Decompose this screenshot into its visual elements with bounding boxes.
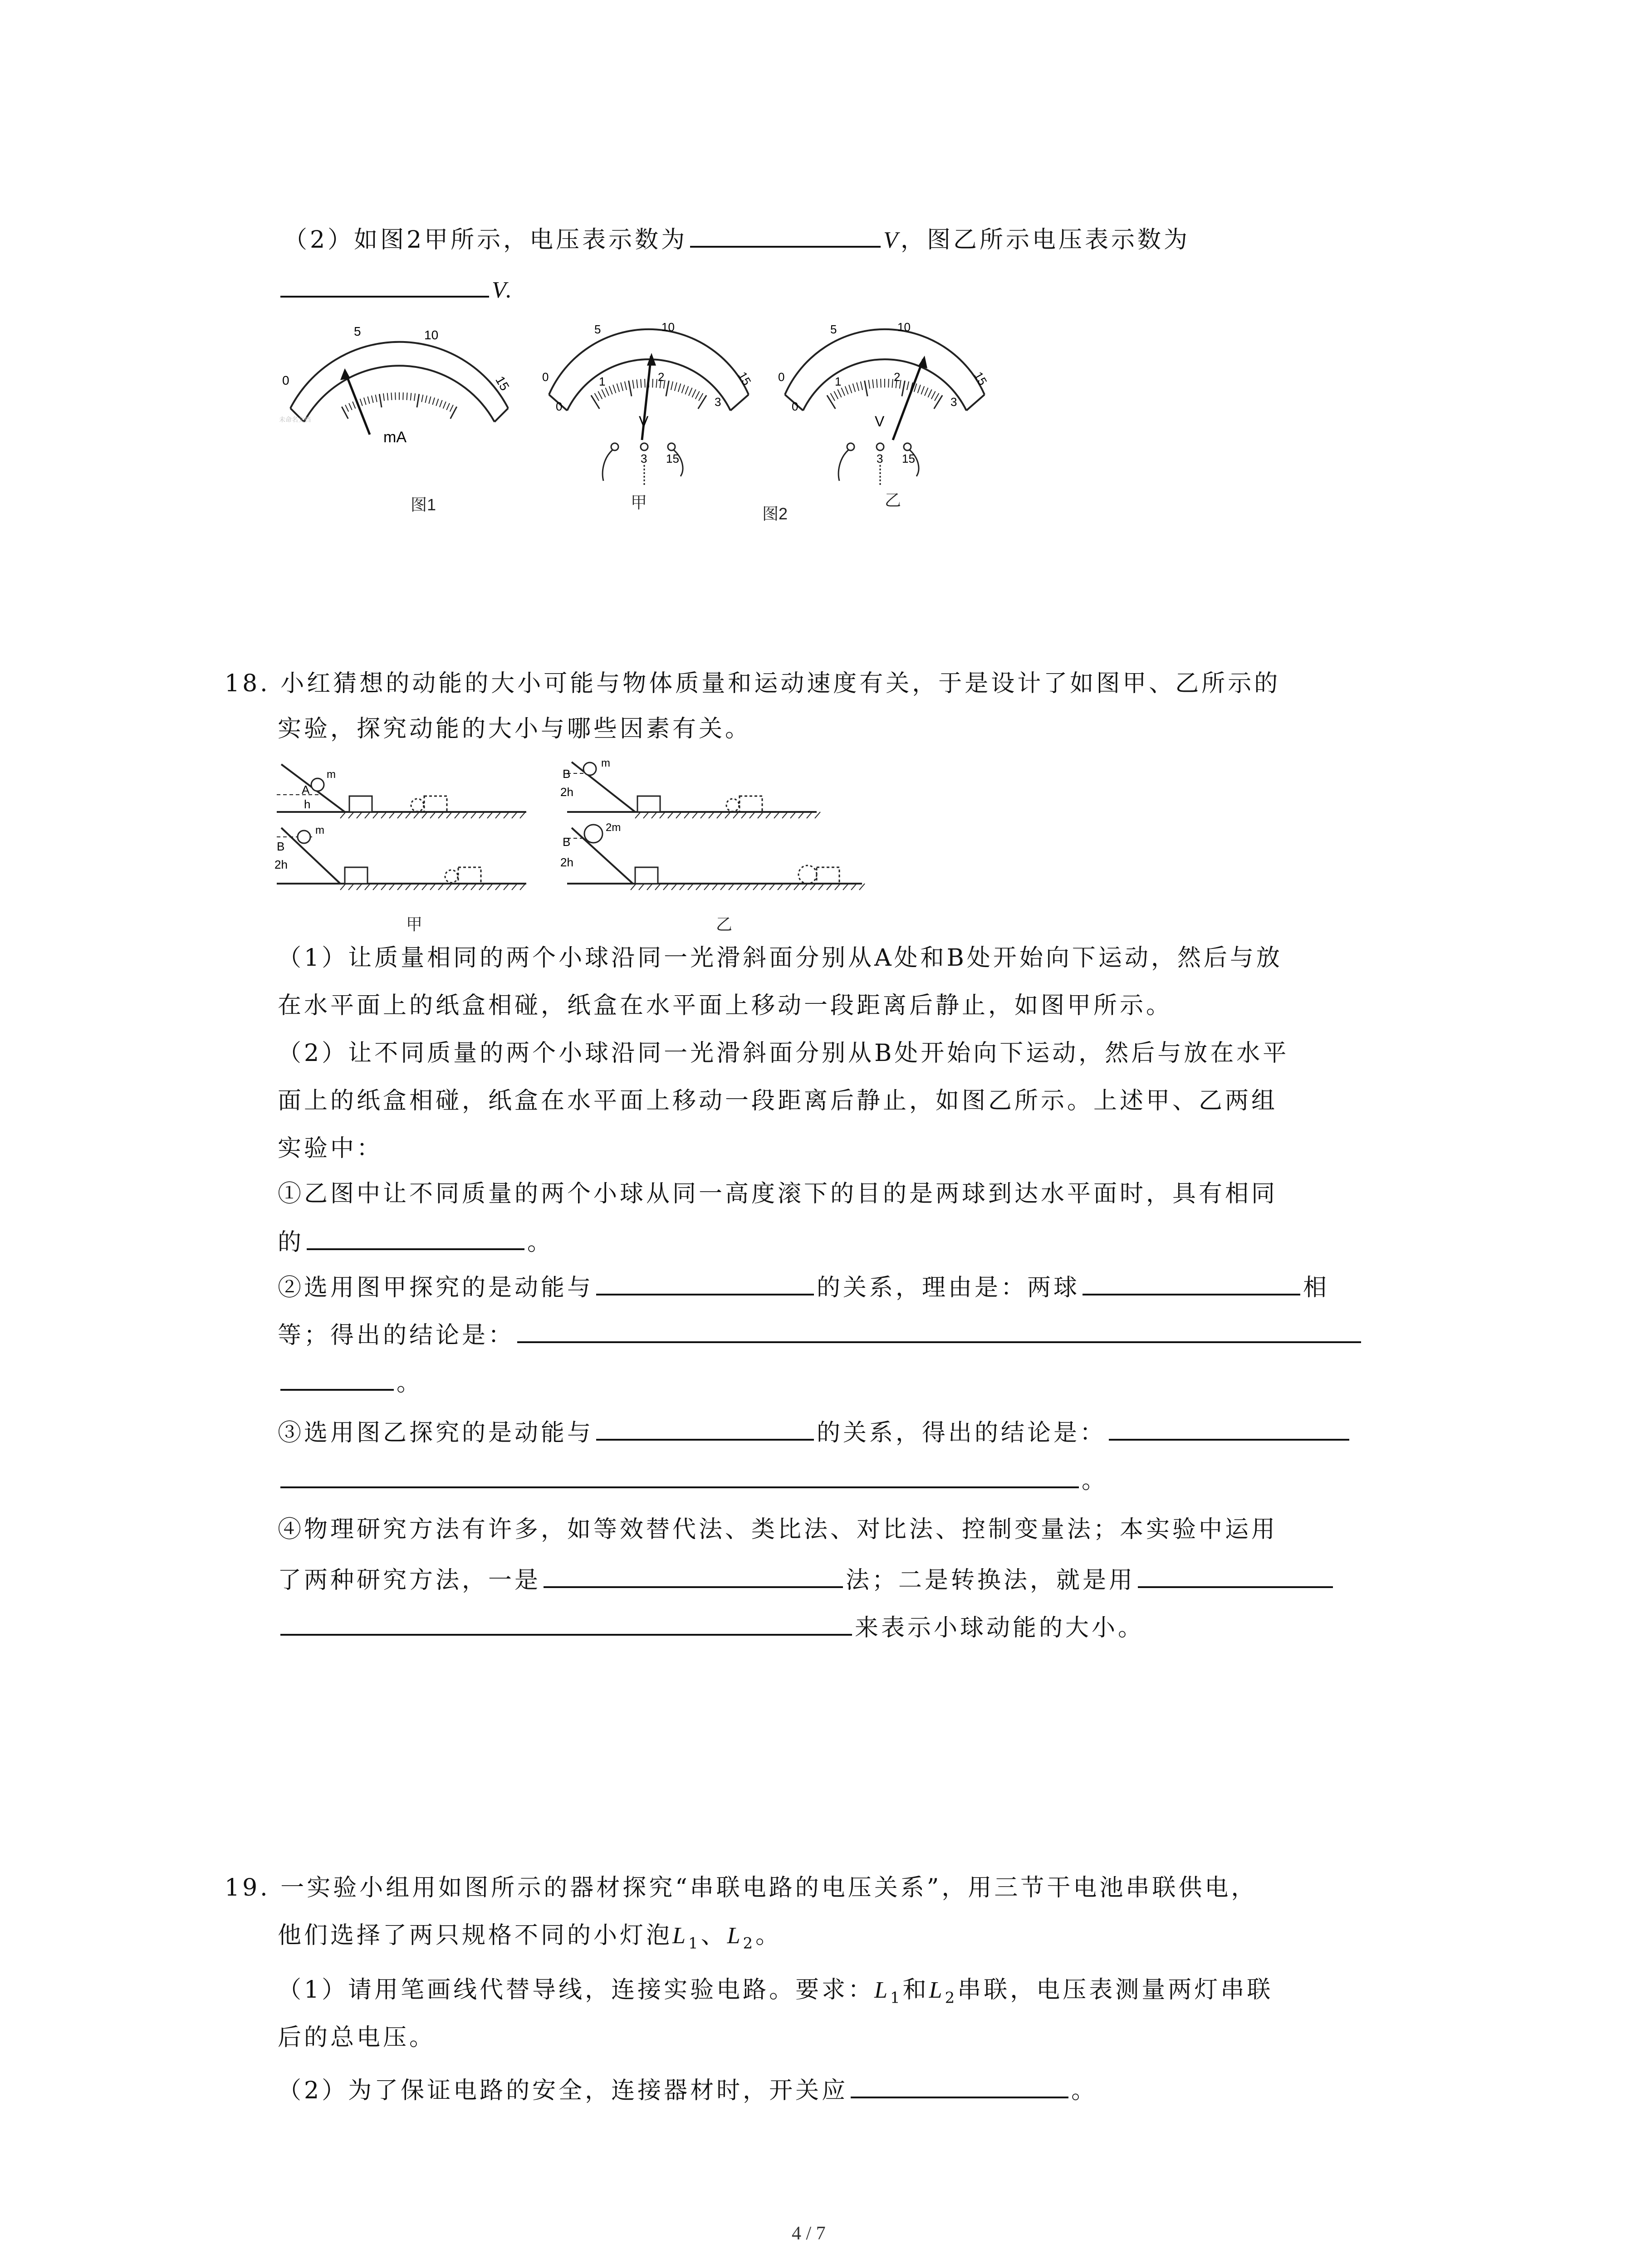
q18-blank-method[interactable] bbox=[544, 1563, 843, 1588]
q18-blank-yi-conclusion-1[interactable] bbox=[1109, 1415, 1349, 1441]
ground-hatch bbox=[753, 884, 759, 890]
meter-tick bbox=[868, 380, 870, 389]
ground-hatch bbox=[709, 812, 714, 818]
unit-v: V bbox=[883, 227, 901, 253]
figure-2-yi-voltmeter bbox=[771, 308, 998, 499]
ground-hatch bbox=[520, 812, 525, 818]
ground-hatch bbox=[381, 884, 387, 890]
ground-hatch bbox=[774, 812, 779, 818]
yi-bottom-label-2h: 2h bbox=[560, 855, 573, 869]
ground-hatch bbox=[438, 812, 444, 818]
q19-l1-symbol: L bbox=[672, 1923, 688, 1949]
ground-hatch bbox=[422, 812, 427, 818]
q17-part2-line1 bbox=[284, 222, 1190, 255]
meter-tick bbox=[666, 381, 669, 396]
meter-tick bbox=[845, 386, 848, 394]
ground-hatch bbox=[663, 884, 669, 890]
q17-part2-line2 bbox=[278, 272, 514, 305]
meter-tick bbox=[617, 384, 620, 392]
meter-tick bbox=[671, 381, 673, 390]
q19-p1-l1: L bbox=[874, 1977, 891, 2003]
ground-hatch bbox=[745, 884, 750, 890]
ground-hatch bbox=[438, 884, 444, 890]
meter-tick bbox=[682, 385, 685, 393]
unit-v-end: V. bbox=[492, 277, 515, 303]
meter-tick bbox=[602, 390, 605, 397]
q18-blank-indicator-2[interactable] bbox=[280, 1610, 852, 1636]
ground-hatch bbox=[495, 884, 501, 890]
meter-tick bbox=[379, 394, 382, 408]
meter-tick bbox=[834, 391, 838, 399]
q19-p1-line1 bbox=[278, 1975, 1273, 2012]
yi-outer-15: 15 bbox=[971, 369, 990, 388]
yi-outer-5: 5 bbox=[830, 323, 837, 336]
caption-yi: 乙 bbox=[885, 491, 901, 509]
q18-s4-line2 bbox=[278, 1563, 1336, 1595]
meter-tick bbox=[675, 382, 677, 391]
ground-hatch bbox=[807, 812, 812, 818]
meter-tick bbox=[425, 396, 427, 403]
caption-jia: 甲 bbox=[631, 493, 647, 512]
ground-hatch bbox=[479, 812, 485, 818]
meter-tick bbox=[353, 401, 355, 408]
ground-hatch bbox=[655, 884, 661, 890]
q18-s3-text2: 的关系，得出的结论是： bbox=[817, 1419, 1107, 1447]
ground-hatch bbox=[397, 884, 403, 890]
meter-tick bbox=[440, 400, 442, 407]
q18-s4-text2: 法；二是转换法，就是用 bbox=[846, 1567, 1136, 1594]
jia-outer-0: 0 bbox=[542, 370, 549, 384]
ground-hatch bbox=[487, 884, 493, 890]
figure-2-jia-voltmeter bbox=[535, 308, 762, 499]
jia-top-label-A: A bbox=[302, 783, 310, 797]
ground-hatch bbox=[660, 812, 665, 818]
caption-fig2: 图2 bbox=[762, 504, 788, 523]
meter-tick bbox=[367, 396, 369, 404]
q18-s3-line1 bbox=[278, 1415, 1352, 1447]
meter-tick bbox=[838, 390, 841, 397]
ground-hatch bbox=[712, 884, 718, 890]
jia-inner-0: 0 bbox=[556, 400, 563, 413]
q18-s1-line2 bbox=[278, 1225, 554, 1257]
ground-hatch bbox=[704, 884, 710, 890]
yi-inner-3: 3 bbox=[950, 395, 957, 409]
yi-bottom-setup bbox=[560, 821, 862, 884]
meter-tick bbox=[830, 393, 835, 401]
ground-hatch bbox=[397, 812, 403, 818]
q17-part2-text-a: （2）如图2甲所示，电压表示数为 bbox=[284, 226, 688, 254]
yi-bottom-label-2m: 2m bbox=[606, 821, 621, 834]
meter-tick bbox=[921, 386, 924, 394]
meter-tick bbox=[853, 384, 856, 392]
ground-hatch bbox=[348, 884, 354, 890]
jia-bottom-label-2h: 2h bbox=[274, 858, 288, 871]
ground-hatch bbox=[778, 884, 783, 890]
meter-tick bbox=[902, 381, 905, 396]
yi-inner-0: 0 bbox=[792, 400, 798, 413]
ground-hatch bbox=[635, 812, 641, 818]
q19-line2-end: 。 bbox=[755, 1922, 782, 1949]
ground-hatch bbox=[357, 812, 362, 818]
ground-hatch bbox=[758, 812, 763, 818]
meter-tick bbox=[934, 395, 943, 409]
q18-s2-line3 bbox=[278, 1365, 423, 1398]
ground-hatch bbox=[520, 884, 525, 890]
q19-line2 bbox=[278, 1921, 782, 1958]
meter-tick bbox=[387, 393, 388, 400]
yi-terminal-15: 15 bbox=[902, 452, 915, 465]
q18-s1-text: 的 bbox=[278, 1229, 304, 1256]
ground-hatch bbox=[381, 812, 387, 818]
q18-s2-line1 bbox=[278, 1270, 1329, 1302]
ground-hatch bbox=[680, 884, 685, 890]
ground-hatch bbox=[652, 812, 657, 818]
meter-tick bbox=[678, 384, 681, 392]
figure-1-milliammeter bbox=[272, 318, 526, 463]
jia-terminal-3: 3 bbox=[641, 452, 647, 465]
meter-tick bbox=[925, 388, 928, 396]
f1-label-5: 5 bbox=[354, 324, 361, 338]
ground-hatch bbox=[455, 884, 460, 890]
ground-hatch bbox=[389, 884, 395, 890]
ground-hatch bbox=[818, 884, 824, 890]
ground-hatch bbox=[414, 884, 419, 890]
q17-answer-blank-jia[interactable] bbox=[690, 222, 881, 248]
q18-s3-line2 bbox=[278, 1463, 1108, 1495]
f1-label-10: 10 bbox=[424, 328, 439, 342]
meter-tick bbox=[629, 381, 632, 396]
meter-tick bbox=[907, 381, 909, 390]
ground-hatch bbox=[422, 884, 427, 890]
ground-hatch bbox=[717, 812, 722, 818]
q18-s2-text3: 相 bbox=[1303, 1274, 1330, 1301]
ground-hatch bbox=[495, 812, 501, 818]
q18-blank-jia-factor[interactable] bbox=[596, 1270, 814, 1295]
meter-tick bbox=[689, 388, 692, 396]
ground-hatch bbox=[430, 884, 436, 890]
ground-hatch bbox=[782, 812, 788, 818]
q18-s2-line2 bbox=[278, 1318, 1364, 1350]
ground-hatch bbox=[676, 812, 681, 818]
meter-tick bbox=[594, 393, 599, 401]
q18-s4-line3 bbox=[278, 1610, 1144, 1642]
meter-tick bbox=[827, 395, 836, 409]
meter-tick bbox=[364, 398, 366, 405]
jia-terminal-15: 15 bbox=[666, 452, 679, 465]
q18-s4-end: 来表示小球动能的大小。 bbox=[855, 1614, 1145, 1642]
ground-hatch bbox=[643, 812, 649, 818]
meter-tick bbox=[450, 405, 453, 412]
ground-hatch bbox=[357, 884, 362, 890]
ground-hatch bbox=[769, 884, 775, 890]
ground-hatch bbox=[446, 884, 452, 890]
ground-hatch bbox=[749, 812, 755, 818]
yi-terminal-3: 3 bbox=[877, 452, 883, 465]
q18-line1: 18. 小红猜想的动能的大小可能与物体质量和运动速度有关，于是设计了如图甲、乙所示的 bbox=[225, 670, 1281, 697]
ground-hatch bbox=[512, 884, 517, 890]
ground-hatch bbox=[815, 812, 820, 818]
q18-experiment-figure bbox=[272, 753, 871, 903]
q18-line2: 实验，探究动能的大小与哪些因素有关。 bbox=[278, 715, 752, 743]
ground-hatch bbox=[700, 812, 706, 818]
meter-tick bbox=[928, 390, 931, 397]
jia-bottom-setup bbox=[274, 824, 526, 884]
q18-blank-jia-conclusion-2[interactable] bbox=[280, 1365, 394, 1391]
meter-tick bbox=[372, 396, 373, 403]
meter-tick bbox=[613, 385, 616, 393]
q19-l1-sub: 1 bbox=[688, 1934, 701, 1953]
meter-tick bbox=[632, 380, 634, 389]
meter-tick bbox=[625, 381, 627, 390]
ground-hatch bbox=[696, 884, 701, 890]
q18-blank-jia-conclusion-1[interactable] bbox=[517, 1318, 1361, 1343]
meter-tick bbox=[621, 382, 623, 391]
meter-tick bbox=[443, 401, 446, 408]
ground-hatch bbox=[671, 884, 677, 890]
yi-top-label-B: B bbox=[563, 767, 571, 781]
ground-hatch bbox=[668, 812, 673, 818]
meter-tick bbox=[383, 393, 384, 401]
ground-hatch bbox=[430, 812, 436, 818]
ground-hatch bbox=[684, 812, 690, 818]
ground-hatch bbox=[761, 884, 767, 890]
q18-p1-line2: 在水平面上的纸盒相碰，纸盒在水平面上移动一段距离后静止，如图甲所示。 bbox=[278, 992, 1173, 1019]
meter-tick bbox=[685, 386, 688, 394]
ground-hatch bbox=[455, 812, 460, 818]
jia-outer-10: 10 bbox=[661, 320, 675, 334]
ground-hatch bbox=[504, 884, 509, 890]
q18-blank-yi-factor[interactable] bbox=[596, 1415, 814, 1441]
ground-hatch bbox=[446, 812, 452, 818]
q19-p1-l1-sub: 1 bbox=[890, 1989, 903, 2007]
meter-tick bbox=[605, 388, 609, 396]
ground-hatch bbox=[729, 884, 734, 890]
q19-l2-sub: 2 bbox=[743, 1934, 756, 1953]
ground-hatch bbox=[373, 884, 378, 890]
ground-hatch bbox=[810, 884, 816, 890]
meter-tick bbox=[849, 385, 852, 393]
ground-hatch bbox=[733, 812, 739, 818]
q18-s3-end: 。 bbox=[1082, 1467, 1108, 1494]
ground-hatch bbox=[802, 884, 808, 890]
ground-hatch bbox=[794, 884, 799, 890]
meter-tick bbox=[436, 399, 438, 406]
meter-tick bbox=[931, 391, 936, 399]
ground-hatch bbox=[463, 812, 468, 818]
ground-hatch bbox=[790, 812, 796, 818]
f1-watermark: 未命名文档 bbox=[279, 416, 311, 423]
ground-hatch bbox=[835, 884, 840, 890]
ground-hatch bbox=[373, 812, 378, 818]
q17-part2-text-b: ，图乙所示电压表示数为 bbox=[900, 226, 1190, 254]
meter-tick bbox=[888, 379, 889, 387]
q17-answer-blank-yi[interactable] bbox=[280, 272, 489, 298]
jia-unit: V bbox=[639, 413, 649, 430]
jia-top-setup bbox=[277, 764, 526, 812]
meter-tick bbox=[446, 403, 450, 410]
f1-unit: mA bbox=[383, 429, 407, 446]
meter-tick bbox=[349, 403, 352, 410]
q18-caption-yi: 乙 bbox=[716, 915, 733, 934]
jia-inner-1: 1 bbox=[599, 375, 606, 388]
page-number: 4 / 7 bbox=[792, 2223, 826, 2244]
ground-hatch bbox=[406, 884, 411, 890]
ground-hatch bbox=[504, 812, 509, 818]
meter-tick bbox=[421, 395, 423, 402]
jia-top-label-m: m bbox=[327, 768, 336, 781]
ground-hatch bbox=[631, 884, 636, 890]
jia-outer-15: 15 bbox=[735, 369, 754, 388]
q19-p1-text2: 串联，电压表测量两灯串联 bbox=[957, 1976, 1274, 2004]
jia-bottom-label-B: B bbox=[277, 840, 285, 853]
q18-blank-yi-conclusion-2[interactable] bbox=[280, 1463, 1079, 1488]
ground-hatch bbox=[365, 812, 370, 818]
jia-top-label-h: h bbox=[304, 797, 311, 811]
q18-s2-text2: 的关系，理由是：两球 bbox=[817, 1274, 1080, 1301]
meter-tick bbox=[872, 379, 873, 388]
q18-s2-text1: ②选用图甲探究的是动能与 bbox=[278, 1274, 594, 1301]
q19-line2-text: 他们选择了两只规格不同的小灯泡 bbox=[278, 1922, 673, 1949]
caption-fig1: 图1 bbox=[411, 495, 436, 514]
ground-hatch bbox=[741, 812, 747, 818]
meter-tick bbox=[699, 393, 703, 401]
yi-outer-0: 0 bbox=[778, 370, 785, 384]
jia-bottom-label-m: m bbox=[315, 824, 324, 836]
q18-p1-line1: （1）让质量相同的两个小球沿同一光滑斜面分别从A处和B处开始向下运动，然后与放 bbox=[278, 944, 1283, 972]
meter-tick bbox=[345, 405, 348, 412]
ground-hatch bbox=[786, 884, 791, 890]
q18-s3-text1: ③选用图乙探究的是动能与 bbox=[278, 1419, 594, 1447]
q18-s4-line1: ④物理研究方法有许多，如等效替代法、类比法、对比法、控制变量法；本实验中运用 bbox=[278, 1516, 1278, 1543]
ground-hatch bbox=[798, 812, 804, 818]
q18-s1-line1: ①乙图中让不同质量的两个小球从同一高度滚下的目的是两球到达水平面时，具有相同 bbox=[278, 1180, 1278, 1207]
ground-hatch bbox=[406, 812, 411, 818]
yi-bottom-label-B: B bbox=[563, 835, 571, 849]
meter-tick bbox=[395, 392, 396, 400]
ground-hatch bbox=[688, 884, 693, 890]
f1-needle bbox=[345, 371, 370, 435]
q19-p2-text: （2）为了保证电路的安全，连接器材时，开关应 bbox=[278, 2077, 848, 2104]
q19-line1: 19. 一实验小组用如图所示的器材探究“串联电路的电压关系”，用三节干电池串联供电， bbox=[225, 1874, 1258, 1901]
jia-inner-2: 2 bbox=[658, 370, 665, 384]
ground-hatch bbox=[725, 812, 730, 818]
jia-outer-5: 5 bbox=[594, 323, 601, 336]
q19-p1-line2: 后的总电压。 bbox=[278, 2024, 436, 2051]
ground-hatch bbox=[487, 812, 493, 818]
q18-blank-same-quantity[interactable] bbox=[307, 1225, 524, 1250]
yi-inner-2: 2 bbox=[894, 370, 901, 384]
ground-hatch bbox=[365, 884, 370, 890]
yi-unit: V bbox=[875, 413, 885, 430]
yi-top-label-m: m bbox=[601, 757, 610, 769]
meter-tick bbox=[865, 381, 867, 396]
meter-tick bbox=[429, 396, 431, 404]
q19-p1-text1: （1）请用笔画线代替导线，连接实验电路。要求： bbox=[278, 1976, 875, 2004]
q19-blank-switch-state[interactable] bbox=[851, 2073, 1068, 2098]
ground-hatch bbox=[471, 884, 476, 890]
meter-tick bbox=[841, 388, 845, 396]
ground-hatch bbox=[647, 884, 652, 890]
q18-blank-indicator-1[interactable] bbox=[1138, 1563, 1333, 1588]
ground-hatch bbox=[512, 812, 517, 818]
ground-hatch bbox=[471, 812, 476, 818]
meter-tick bbox=[609, 386, 612, 394]
q18-s1-end: 。 bbox=[527, 1229, 554, 1256]
yi-inner-1: 1 bbox=[835, 375, 842, 388]
q18-blank-jia-reason[interactable] bbox=[1083, 1270, 1300, 1295]
meter-tick bbox=[935, 393, 939, 401]
meter-tick bbox=[652, 379, 653, 387]
q19-l2-symbol: L bbox=[727, 1923, 743, 1949]
q19-p2-line bbox=[278, 2073, 1097, 2105]
meter-tick bbox=[696, 391, 700, 399]
yi-outer-10: 10 bbox=[897, 320, 911, 334]
meter-tick bbox=[591, 395, 600, 409]
q18-s4-text1: 了两种研究方法，一是 bbox=[278, 1567, 541, 1594]
q19-line2-sep: 、 bbox=[700, 1922, 727, 1949]
ground-hatch bbox=[859, 884, 865, 890]
q18-caption-jia: 甲 bbox=[406, 915, 423, 934]
yi-top-setup bbox=[560, 757, 817, 812]
ground-hatch bbox=[827, 884, 832, 890]
meter-tick bbox=[598, 391, 602, 399]
ground-hatch bbox=[692, 812, 698, 818]
ground-hatch bbox=[463, 884, 468, 890]
ground-hatch bbox=[843, 884, 848, 890]
meter-tick bbox=[391, 393, 392, 400]
ground-hatch bbox=[851, 884, 857, 890]
meter-tick bbox=[698, 395, 707, 409]
ground-hatch bbox=[766, 812, 771, 818]
ground-hatch bbox=[389, 812, 395, 818]
meter-tick bbox=[692, 390, 696, 397]
meter-tick bbox=[376, 395, 377, 402]
f1-label-15: 15 bbox=[493, 373, 512, 393]
yi-top-label-2h: 2h bbox=[560, 785, 573, 799]
q19-p1-l2-sub: 2 bbox=[945, 1989, 958, 2007]
ground-hatch bbox=[479, 884, 485, 890]
meter-tick bbox=[414, 393, 415, 401]
f1-label-0: 0 bbox=[282, 373, 289, 387]
meter-tick bbox=[360, 399, 362, 406]
ground-hatch bbox=[348, 812, 354, 818]
q18-p2-line3: 实验中： bbox=[278, 1135, 383, 1162]
ground-hatch bbox=[340, 884, 346, 890]
q19-p2-end: 。 bbox=[1071, 2077, 1098, 2104]
ground-hatch bbox=[340, 812, 346, 818]
ground-hatch bbox=[639, 884, 644, 890]
jia-inner-3: 3 bbox=[715, 395, 721, 409]
ground-hatch bbox=[720, 884, 726, 890]
ground-hatch bbox=[737, 884, 742, 890]
q18-p2-line1: （2）让不同质量的两个小球沿同一光滑斜面分别从B处开始向下运动，然后与放在水平 bbox=[278, 1040, 1289, 1067]
ground-hatch bbox=[414, 812, 419, 818]
q18-s2-end: 。 bbox=[397, 1369, 423, 1397]
meter-tick bbox=[918, 385, 921, 393]
meter-tick bbox=[861, 381, 862, 390]
q18-p2-line2: 面上的纸盒相碰，纸盒在水平面上移动一段距离后静止，如图乙所示。上述甲、乙两组 bbox=[278, 1087, 1278, 1114]
q18-s2-text4: 等；得出的结论是： bbox=[278, 1322, 515, 1349]
meter-tick bbox=[417, 394, 419, 408]
meter-tick bbox=[432, 398, 435, 405]
q19-p1-and: 和 bbox=[902, 1976, 929, 2004]
q19-p1-l2: L bbox=[929, 1977, 945, 2003]
meter-tick bbox=[857, 382, 859, 391]
